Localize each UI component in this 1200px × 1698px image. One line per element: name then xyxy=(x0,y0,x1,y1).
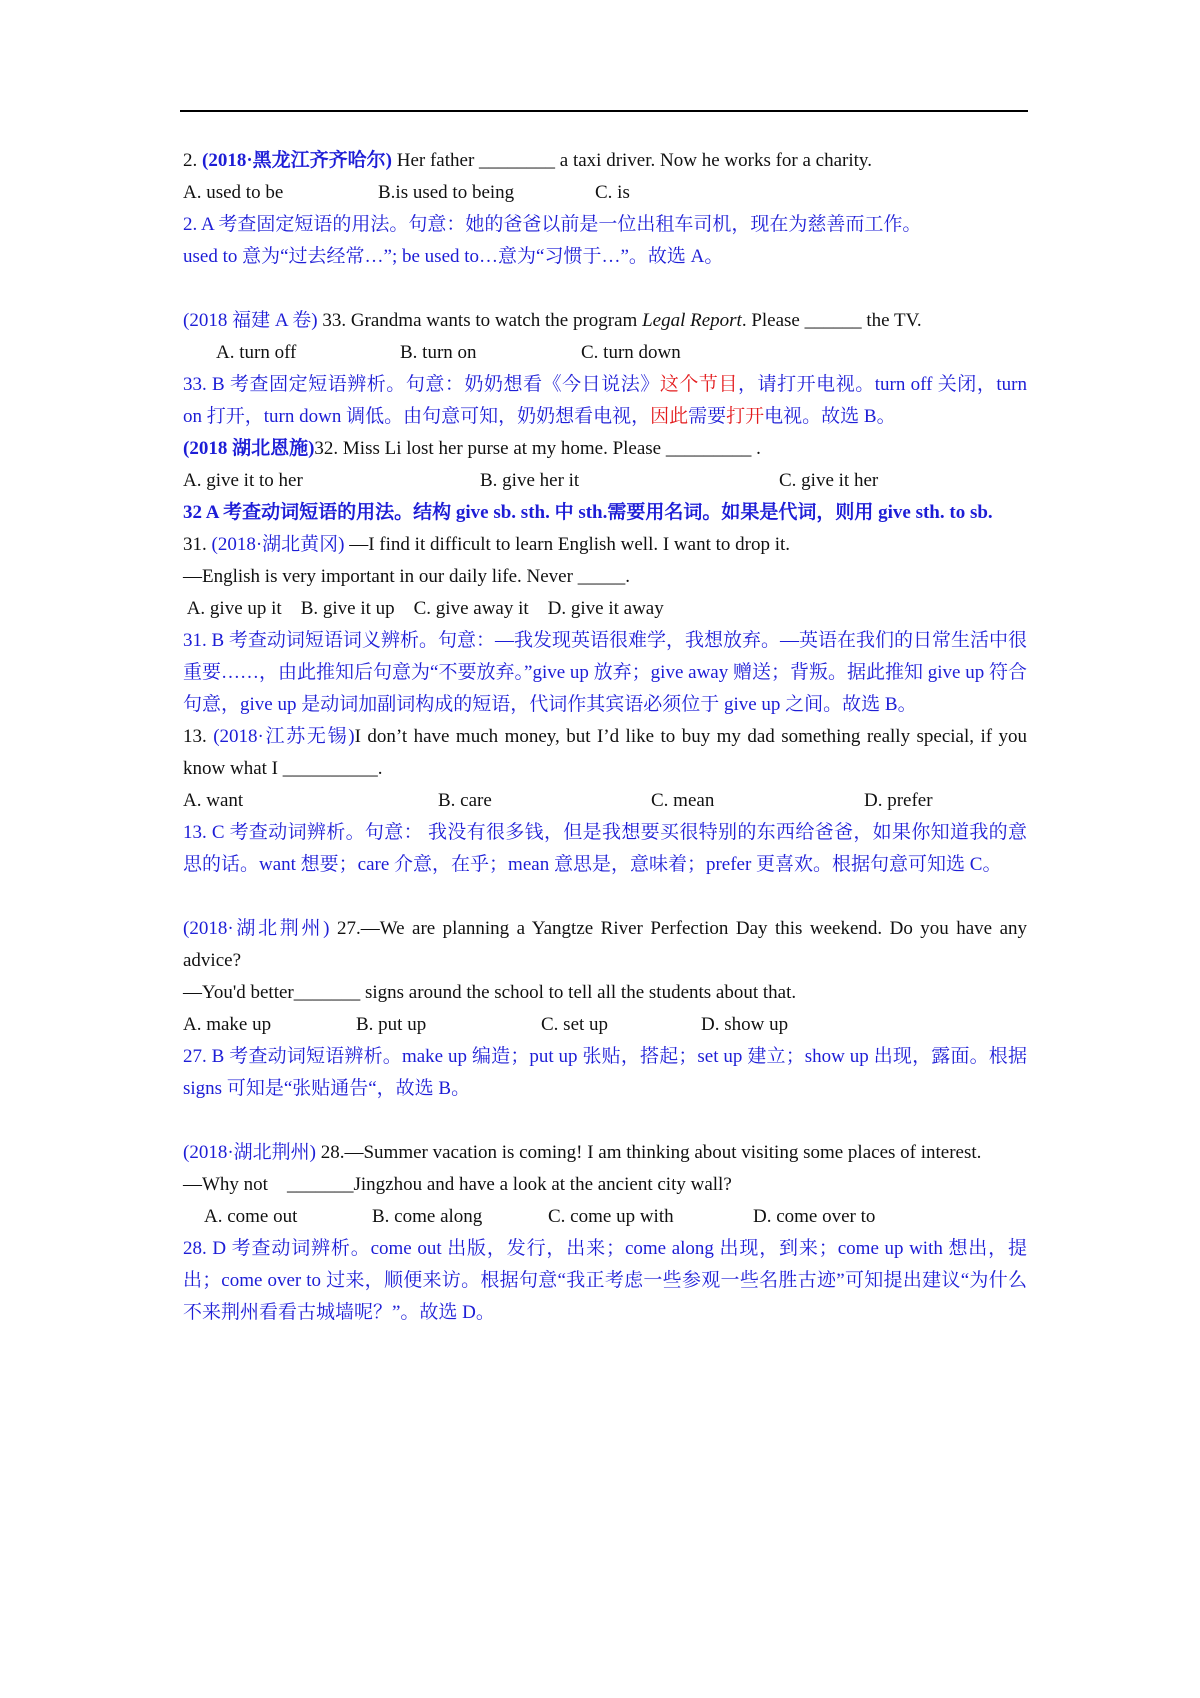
question-source: (2018 湖北恩施) xyxy=(183,438,315,459)
question-28-options xyxy=(183,1201,1027,1233)
option-d: D. show up xyxy=(701,1014,789,1035)
question-2-answer: 2. A 考查固定短语的用法。句意：她的爸爸以前是一位出租车司机，现在为慈善而工作。 xyxy=(183,214,922,235)
question-33-stem xyxy=(183,305,1027,337)
question-28-answer: 28. D 考查动词辨析。come out 出版，发行，出来；come along 出现，到来；come up with 想出，提出；come over to 过来，顺便来访。根据句意“我正考虑一些参观一些名胜古迹”可知提出建议“为什么不来荆州看看古城墙呢？”。故选 D。 xyxy=(183,1238,1027,1323)
question-13-answer: 13. C 考查动词辨析。句意： 我没有很多钱，但是我想要买很特别的东西给爸爸，如果你知道我的意思的话。want 想要；care 介意，在乎；mean 意思是，意味着；prefer 更喜欢。根据句意可知选 C。 xyxy=(183,822,1027,875)
question-source: (2018·湖北黄冈) xyxy=(211,534,345,555)
question-source: (2018·黑龙江齐齐哈尔) xyxy=(202,150,392,171)
option-b: B. put up xyxy=(356,1014,427,1035)
question-number: 2. xyxy=(183,150,202,171)
header-rule xyxy=(180,110,1028,112)
question-2-answer-cont: used to 意为“过去经常…”; be used to…意为“习惯于…”。故选 A。 xyxy=(183,246,724,267)
question-27-options xyxy=(183,1009,1027,1041)
option-d: D. prefer xyxy=(864,790,933,811)
question-number: 13. xyxy=(183,726,214,747)
option-a: A. used to be xyxy=(183,182,284,203)
question-33-answer: 33. B 考查固定短语辨析。句意：奶奶想看《今日说法》这个节目，请打开电视。turn off 关闭，turn on 打开，turn down 调低。由句意可知，奶奶想看电视，因此需要打开电视。故选 B。 xyxy=(183,374,1027,427)
question-text: I don’t have much money, but I’d like to buy my dad something really special, if you know what I __________. xyxy=(183,726,1028,779)
question-text: —I find it difficult to learn English well. I want to drop it. xyxy=(344,534,791,555)
question-source: (2018·湖北荆州) xyxy=(183,918,330,939)
question-source: (2018·湖北荆州) xyxy=(183,1142,316,1163)
option-b: B. give her it xyxy=(480,470,580,491)
question-27-reply: —You'd better_______ signs around the school to tell all the students about that. xyxy=(183,982,797,1003)
document-body xyxy=(183,145,1027,1329)
option-b: B.is used to being xyxy=(378,182,515,203)
option-c: C. turn down xyxy=(581,342,681,363)
question-source: (2018·江苏无锡) xyxy=(213,726,355,747)
option-b: B. turn on xyxy=(400,342,477,363)
question-31-reply: —English is very important in our daily life. Never _____. xyxy=(183,566,630,587)
option-a: A. want xyxy=(183,790,244,811)
question-2-options xyxy=(183,177,1027,209)
question-text-end: . Please ______ the TV. xyxy=(741,310,922,331)
option-d: D. come over to xyxy=(753,1206,876,1227)
question-text: 27.—We are planning a Yangtze River Perfection Day this weekend. Do you have any advice? xyxy=(183,918,1027,971)
question-31-answer: 31. B 考查动词短语词义辨析。句意：—我发现英语很难学，我想放弃。—英语在我们的日常生活中很重要……，由此推知后句意为“不要放弃。”give up 放弃；give away 赠送；背叛。据此推知 give up 符合句意，give up 是动词加副词构成的短语，代词作其宾语必须位于 give up 之间。故选 B。 xyxy=(183,630,1027,715)
option-a: A. make up xyxy=(183,1014,272,1035)
question-text: Her father ________ a taxi driver. Now he works for a charity. xyxy=(392,150,872,171)
question-27-stem xyxy=(183,913,1027,977)
question-28-stem xyxy=(183,1137,1027,1169)
option-c: C. set up xyxy=(541,1014,609,1035)
option-c: C. is xyxy=(595,182,630,203)
question-2-stem xyxy=(183,145,1027,177)
question-number: 31. xyxy=(183,534,212,555)
option-c: C. mean xyxy=(651,790,715,811)
program-title: Legal Report xyxy=(642,310,742,331)
option-c: C. give it her xyxy=(779,470,879,491)
question-31-options: A. give up it B. give it up C. give away it D. give it away xyxy=(183,598,664,619)
question-28-reply: —Why not _______Jingzhou and have a look at the ancient city wall? xyxy=(183,1174,732,1195)
option-c: C. come up with xyxy=(548,1206,674,1227)
option-a: A. turn off xyxy=(216,342,297,363)
option-b: B. care xyxy=(438,790,492,811)
question-13-options xyxy=(183,785,1027,817)
option-a: A. come out xyxy=(204,1206,298,1227)
question-27-answer: 27. B 考查动词短语辨析。make up 编造；put up 张贴，搭起；set up 建立；show up 出现，露面。根据 signs 可知是“张贴通告“，故选 B。 xyxy=(183,1046,1027,1099)
option-b: B. come along xyxy=(372,1206,483,1227)
question-text: 33. Grandma wants to watch the program xyxy=(317,310,643,331)
question-text: 32. Miss Li lost her purse at my home. Please _________ . xyxy=(314,438,761,459)
question-32-options xyxy=(183,465,1027,497)
question-32-answer: 32 A 考查动词短语的用法。结构 give sb. sth. 中 sth.需要用名词。如果是代词，则用 give sth. to sb. xyxy=(183,502,993,523)
question-33-options xyxy=(183,337,1027,369)
question-source: (2018 福建 A 卷) xyxy=(183,310,318,331)
question-32-stem xyxy=(183,433,1027,465)
question-31-stem xyxy=(183,529,1027,561)
question-13-stem xyxy=(183,721,1027,785)
option-a: A. give it to her xyxy=(183,470,303,491)
question-text: 28.—Summer vacation is coming! I am thinking about visiting some places of interest. xyxy=(315,1142,982,1163)
